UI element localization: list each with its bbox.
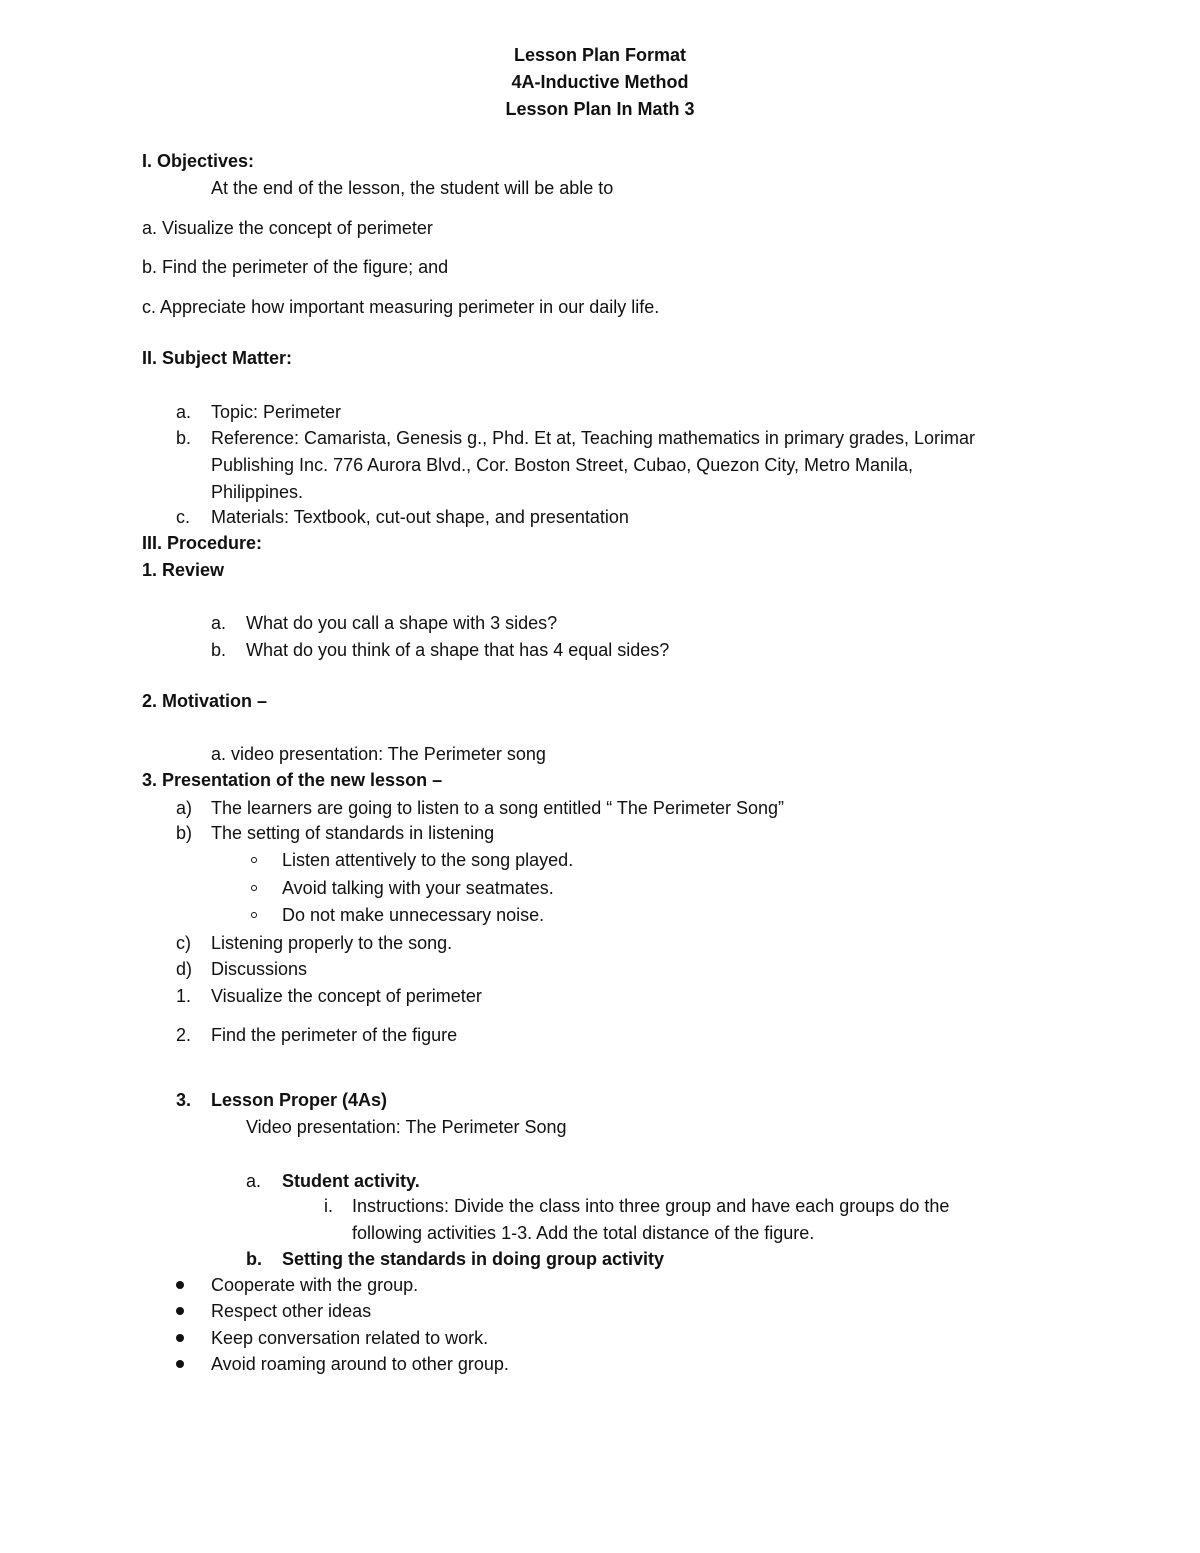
procedure-heading: III. Procedure: [142,533,263,553]
objectives-heading: I. Objectives: [142,151,255,171]
list-marker: b. [246,1249,262,1269]
group-standard-item: Avoid roaming around to other group. [211,1354,509,1374]
group-standard-item: Cooperate with the group. [211,1275,419,1295]
list-marker: a. [211,613,227,633]
standard-item: Listen attentively to the song played. [282,850,574,870]
list-marker: a. [246,1171,262,1191]
objectives-intro: At the end of the lesson, the student will be able to [211,178,614,198]
presentation-item: Listening properly to the song. [211,933,453,953]
list-marker: c. [176,507,191,527]
instruction-line: Instructions: Divide the class into three group and have each groups do the [352,1196,950,1216]
list-marker: b. [211,640,227,660]
method-title: 4A-Inductive Method [511,72,689,92]
presentation-item: The learners are going to listen to a song entitled “ The Perimeter Song” [211,798,784,818]
group-standard-item: Keep conversation related to work. [211,1328,489,1348]
reference-line: Reference: Camarista, Genesis g., Phd. Et at, Teaching mathematics in primary grades, Lorimar [211,428,975,448]
review-item: What do you call a shape with 3 sides? [246,613,558,633]
bullet-icon [176,1360,184,1368]
list-marker: d) [176,959,193,979]
standard-item: Avoid talking with your seatmates. [282,878,554,898]
reference-line: Publishing Inc. 776 Aurora Blvd., Cor. Boston Street, Cubao, Quezon City, Metro Manila, [211,455,914,475]
motivation-item: a. video presentation: The Perimeter song [211,744,546,764]
review-heading: 1. Review [142,560,225,580]
list-marker: b) [176,823,193,843]
lesson-proper-heading: Lesson Proper (4As) [211,1090,388,1110]
group-standards-heading: Setting the standards in doing group activity [282,1249,665,1269]
list-marker: i. [324,1196,333,1216]
objective-item: c. Appreciate how important measuring perimeter in our daily life. [142,297,660,317]
bullet-icon [176,1281,184,1289]
subject-matter-heading: II. Subject Matter: [142,348,293,368]
topic-item: Topic: Perimeter [211,402,342,422]
review-item: What do you think of a shape that has 4 equal sides? [246,640,670,660]
bullet-icon [176,1334,184,1342]
standard-item: Do not make unnecessary noise. [282,905,545,925]
group-standard-item: Respect other ideas [211,1301,372,1321]
objective-item: b. Find the perimeter of the figure; and [142,257,449,277]
list-marker: a) [176,798,193,818]
bullet-icon [176,1307,184,1315]
discussion-item: Visualize the concept of perimeter [211,986,482,1006]
circle-bullet-icon [251,912,257,918]
subject-title: Lesson Plan In Math 3 [505,99,695,119]
circle-bullet-icon [251,857,257,863]
reference-line: Philippines. [211,482,304,502]
presentation-item: Discussions [211,959,308,979]
motivation-heading: 2. Motivation – [142,691,268,711]
presentation-heading: 3. Presentation of the new lesson – [142,770,443,790]
instruction-line: following activities 1-3. Add the total distance of the figure. [352,1223,815,1243]
discussion-item: Find the perimeter of the figure [211,1025,458,1045]
presentation-item: The setting of standards in listening [211,823,495,843]
list-marker: 1. [176,986,192,1006]
student-activity-heading: Student activity. [282,1171,420,1191]
objective-item: a. Visualize the concept of perimeter [142,218,433,238]
document-title: Lesson Plan Format [513,45,687,65]
circle-bullet-icon [251,885,257,891]
materials-item: Materials: Textbook, cut-out shape, and presentation [211,507,629,527]
list-marker: a. [176,402,192,422]
list-marker: 2. [176,1025,192,1045]
list-marker: b. [176,428,192,448]
list-marker: c) [176,933,191,953]
list-marker: 3. [176,1090,192,1110]
video-presentation: Video presentation: The Perimeter Song [246,1117,567,1137]
